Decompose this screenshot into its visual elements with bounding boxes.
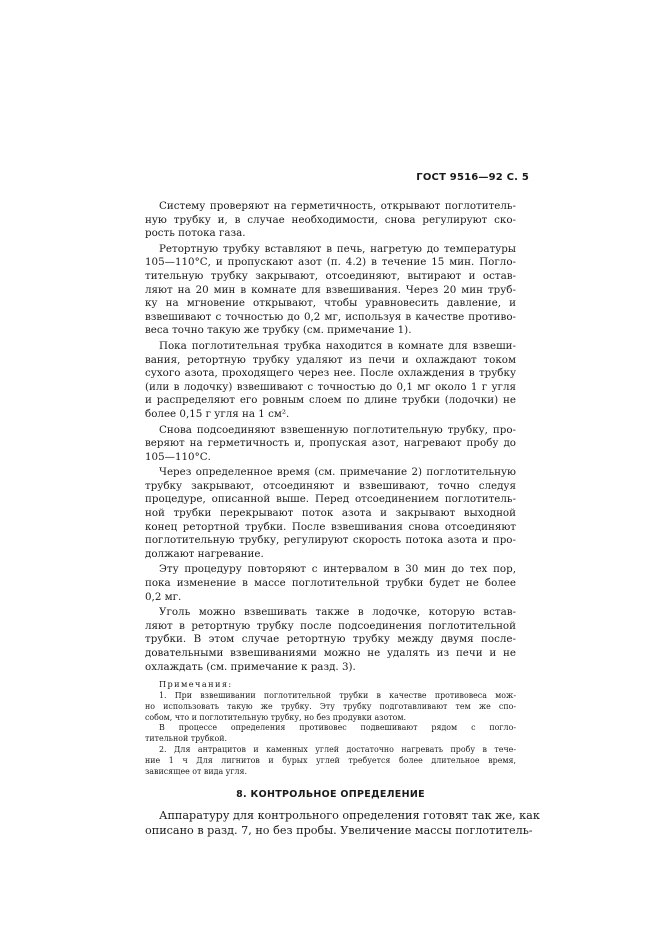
text-line: рость потока газа. <box>145 227 246 240</box>
text-line: 2. Для антрацитов и каменных углей достаточно нагревать пробу в тече- <box>159 744 516 754</box>
text-line: (или в лодочку) взвешивают с точностью до 0,1 мг около 1 г угля <box>145 380 516 393</box>
text-line: трубки. В этом случае ретортную трубку между двумя после- <box>145 633 516 646</box>
text-line: Эту процедуру повторяют с интервалом в 30 мин до тех пор, <box>159 563 516 576</box>
paragraph <box>145 563 516 604</box>
text-line: но использовать такую же трубку. Эту трубку подготавливают тем же спо- <box>145 701 516 711</box>
text-line: 1. При взвешивании поглотительной трубки в качестве противовеса мож- <box>159 690 516 700</box>
text-line: веса точно такую же трубку (см. примечание 1). <box>145 324 412 337</box>
text-line: ляют на 20 мин в комнате для взвешивания. Через 20 мин труб- <box>145 283 516 296</box>
text-line: ку на мгновение открывают, чтобы уравновесить давление, и <box>145 297 516 310</box>
text-line: поглотительную трубку, регулируют скорость потока азота и про- <box>145 534 516 547</box>
text-line: ной трубки перекрывают поток азота и закрывают выходной <box>145 507 516 520</box>
text-line: ную трубку и, в случае необходимости, снова регулируют ско- <box>145 213 516 226</box>
paragraphs <box>145 200 516 674</box>
text-line: 105—110°С, и пропускают азот (п. 4.2) в течение 15 мин. Погло- <box>145 256 516 269</box>
paragraph <box>145 243 516 338</box>
text-line: ляют в ретортную трубку после подсоединения поглотительной <box>145 619 516 632</box>
paragraph <box>145 340 516 422</box>
text-line: 105—110°С. <box>145 450 211 463</box>
text-line: процедуре, описанной выше. Перед отсоединением поглотитель- <box>145 493 516 506</box>
paragraph <box>145 466 516 561</box>
notes-title: Примечания: <box>159 679 233 690</box>
section-title: 8. КОНТРОЛЬНОЕ ОПРЕДЕЛЕНИЕ <box>236 789 425 801</box>
page-header: ГОСТ 9516—92 С. 5 <box>416 172 529 183</box>
notes-items <box>145 691 516 777</box>
text-line: довательными взвешиваниями можно не удалять из печи и не <box>145 647 516 659</box>
text-line: Ретортную трубку вставляют в печь, нагретую до температуры <box>159 242 516 255</box>
text-line: взвешивают с точностью до 0,2 мг, используя в качестве противо- <box>145 310 516 323</box>
text-line: тительную трубку закрывают, отсоединяют, вытирают и остав- <box>145 269 516 282</box>
document-body <box>145 200 540 840</box>
text-line: 0,2 мг. <box>145 590 182 603</box>
paragraph <box>145 424 516 465</box>
text-line: Через определенное время (см. примечание 2) поглотительную <box>159 466 516 479</box>
text-line: трубку закрывают, отсоединяют и взвешивают, точно следуя <box>145 479 516 492</box>
note-item <box>145 691 516 723</box>
text-line: тительной трубкой. <box>145 734 228 744</box>
text-line: вания, ретортную трубку удаляют из печи и охлаждают током <box>145 353 516 366</box>
text-line: ние 1 ч Для лигнитов и бурых углей требуется более длительное время, <box>145 755 516 765</box>
text-line: зависящее от вида угля. <box>145 766 247 776</box>
text-line: Снова подсоединяют взвешенную поглотительную трубку, про- <box>159 423 516 436</box>
text-line: собом, что и поглотительную трубку, но без продувки азотом. <box>145 712 406 722</box>
text-line: пока изменение в массе поглотительной трубки будет не более <box>145 577 516 590</box>
text-line: сухого азота, проходящего через нее. После охлаждения в трубку <box>145 367 516 380</box>
note-item <box>145 723 516 745</box>
note-item <box>145 745 516 777</box>
text-line: должают нагревание. <box>145 547 264 560</box>
paragraph <box>145 200 516 241</box>
final-paragraph <box>145 808 540 838</box>
text-line: Аппаратуру для контрольного определения готовят так же, как <box>159 809 540 823</box>
text-line: Пока поглотительная трубка находится в комнате для взвеши- <box>159 339 516 352</box>
text-line: охлаждать (см. примечание к разд. 3). <box>145 660 356 673</box>
text-line: веряют на герметичность и, пропуская азот, нагревают пробу до <box>145 437 516 450</box>
text-line: более 0,15 г угля на 1 см². <box>145 407 290 420</box>
notes-block <box>145 679 516 777</box>
text-line: Уголь можно взвешивать также в лодочке, которую встав- <box>159 606 516 619</box>
text-line: конец ретортной трубки. После взвешивания снова отсоединяют <box>145 520 516 533</box>
paragraph <box>145 606 516 674</box>
text-line: Систему проверяют на герметичность, открывают поглотитель- <box>159 200 516 212</box>
text-line: В процессе определения противовес подвешивают рядом с погло- <box>159 723 516 733</box>
text-line: описано в разд. 7, но без пробы. Увеличение массы поглотитель- <box>145 824 533 838</box>
text-line: и распределяют его ровным слоем по длине трубки (лодочки) не <box>145 394 516 407</box>
